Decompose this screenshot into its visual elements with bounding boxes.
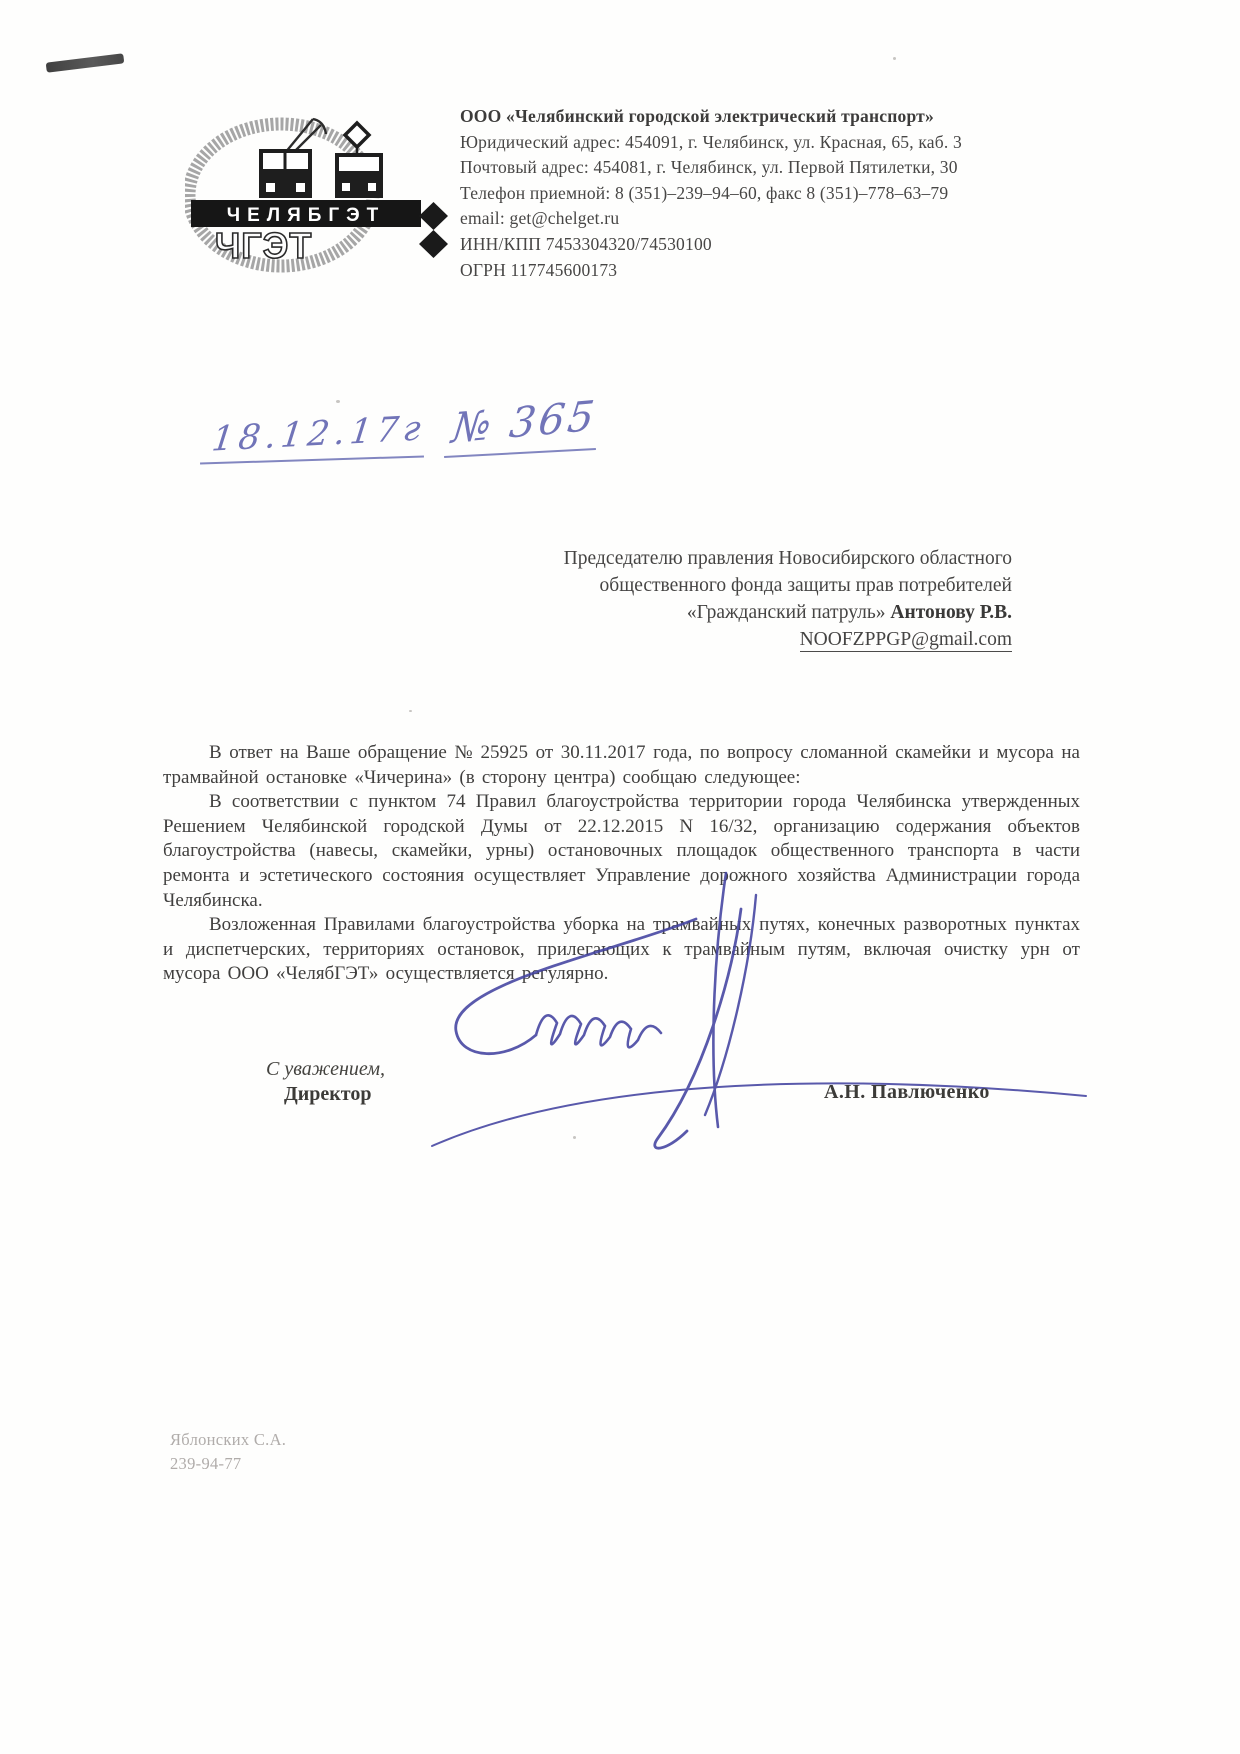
company-ogrn: ОГРН 117745600173 <box>460 259 618 280</box>
recipient-email: NOOFZPPGP@gmail.com <box>799 629 1012 650</box>
executor-phone: 239-94-77 <box>170 1454 242 1473</box>
signoff-name: А.Н. Павлюченко <box>824 1081 990 1103</box>
logo-banner <box>191 200 421 227</box>
logo-monogram: ЧГЭТ <box>215 225 313 266</box>
company-name: ООО «Челябинский городской электрический транспорт» <box>460 106 934 126</box>
recipient-line: Председателю правления Новосибирского областного <box>563 548 1012 569</box>
recipient-line: общественного фонда защиты прав потребителей <box>599 575 1012 596</box>
company-header <box>460 104 1040 283</box>
trolleybus-pictogram <box>259 151 312 198</box>
ink-speck <box>336 400 340 403</box>
ink-speck <box>893 57 896 60</box>
recipient-person-name: Антонову Р.В. <box>890 602 1012 623</box>
recipient-block <box>400 545 1012 653</box>
outgoing-date-handwritten: 18.12.17г <box>209 408 428 460</box>
signoff-closing: С уважением, <box>266 1058 386 1080</box>
company-legal-address: Юридический адрес: 454091, г. Челябинск, ул. Красная, 65, каб. 3 <box>460 131 962 152</box>
signature-ink <box>400 855 1100 1155</box>
executor-name: Яблонских С.А. <box>170 1430 287 1449</box>
company-phone-fax: Телефон приемной: 8 (351)–239–94–60, факс 8 (351)–778–63–79 <box>460 182 949 203</box>
ink-speck <box>409 710 412 712</box>
company-email: email: get@chelget.ru <box>460 208 620 229</box>
body-paragraph: Возложенная Правилами благоустройства уборка на трамвайных путях, конечных разворотных пунктах и диспетчерских, территориях остановок, прилегающих к трамвайным путям, включая очистку урн от мусора ООО «ЧелябГЭТ» осуществляется регулярно. <box>163 914 1080 985</box>
outgoing-number-handwritten: № 365 <box>449 391 600 453</box>
body-paragraph: В соответствии с пунктом 74 Правил благоустройства территории города Челябинска утвержденных Решением Челябинской городской Думы от 22.12.2015 N 16/32, организацию содержания объектов благоустройства (навесы, скамейки, урны) остановочных площадок общественного транспорта в части ремонта и эстетического состояния осуществляет Управление дорожного хозяйства Администрации города Челябинска. <box>163 791 1080 911</box>
company-logo <box>185 95 455 280</box>
body-paragraph: В ответ на Ваше обращение № 25925 от 30.11.2017 года, по вопросу сломанной скамейки и мусора на трамвайной остановке «Чичерина» (в сторону центра) сообщаю следующее: <box>163 742 1080 788</box>
logo-diamonds-icon <box>419 202 448 258</box>
company-postal-address: Почтовый адрес: 454081, г. Челябинск, ул. Первой Пятилетки, 30 <box>460 157 958 178</box>
recipient-organization: «Гражданский патруль» <box>686 602 886 623</box>
executor-block <box>170 1428 286 1476</box>
logo-banner-text: ЧЕЛЯБГЭТ <box>226 205 386 226</box>
company-inn-kpp: ИНН/КПП 7453304320/74530100 <box>460 233 712 254</box>
scan-artifact-mark <box>46 53 125 72</box>
signoff-position: Директор <box>284 1083 372 1105</box>
recipient-line <box>400 599 1012 626</box>
